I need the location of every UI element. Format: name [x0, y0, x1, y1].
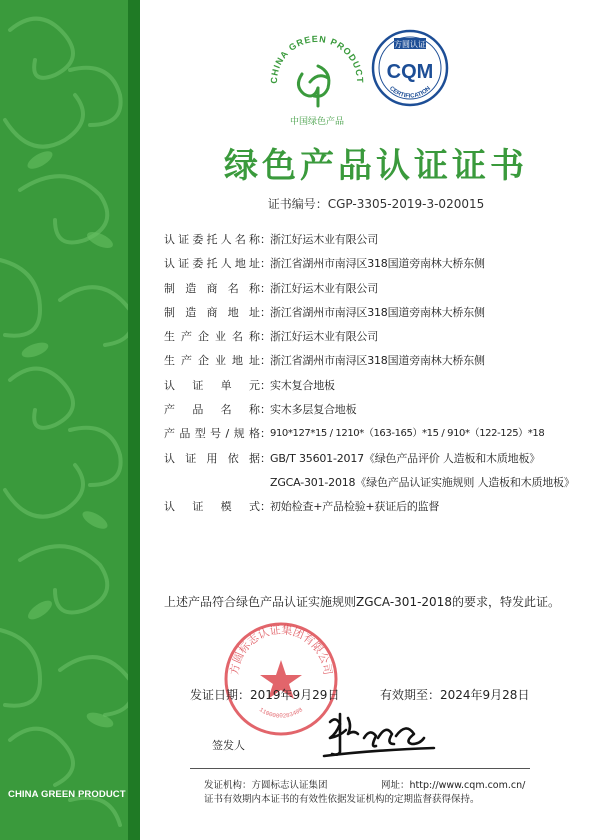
detail-row: 制造商名称 ： 浙江好运木业有限公司 [164, 281, 600, 305]
row-label: 产品型号/规格 [164, 427, 260, 441]
website: 网址：http://www.cqm.com.cn/ [381, 780, 526, 791]
row-label: 制造商地址 [164, 305, 260, 319]
expiry-date: 有效期至：2024年9月28日 [380, 688, 530, 702]
detail-row-continuation [164, 475, 600, 499]
cqm-main-text: CQM [386, 61, 434, 83]
issue-date: 发证日期：2019年9月29日 [190, 688, 340, 702]
signer-label: 签发人 [212, 739, 245, 752]
row-value: 实木多层复合地板 [270, 403, 357, 417]
row-label: 制造商名称 [164, 281, 260, 295]
row-label: 认证模式 [164, 500, 260, 514]
detail-row: 制造商地址 ： 浙江省湖州市南浔区318国道旁南林大桥东侧 [164, 305, 600, 329]
seal-text: 方圆标志认证集团有限公司 [227, 623, 335, 676]
detail-row: 认证委托人地址 ： 浙江省湖州市南浔区318国道旁南林大桥东侧 [164, 256, 600, 280]
green-logo-caption: 中国绿色产品 [289, 117, 345, 127]
row-label: 产品名称 [164, 403, 260, 417]
certificate-number: 证书编号：CGP-3305-2019-3-020015 [267, 197, 485, 211]
row-label: 生产企业地址 [164, 354, 260, 368]
detail-row: 认证单元 ： 实木复合地板 [164, 378, 600, 402]
row-value: 浙江好运木业有限公司 [270, 233, 378, 246]
decorative-green-band [0, 0, 140, 840]
detail-row: 认证用依据 ： GB/T 35601-2017《绿色产品评价 人造板和木质地板》 [164, 451, 600, 475]
handwritten-signature [318, 708, 436, 760]
row-value: 910*127*15 / 1210*（163-165）*15 / 910*（122-125）*18 [270, 428, 545, 440]
detail-row: 生产企业名称 ： 浙江好运木业有限公司 [164, 329, 600, 353]
row-label: 认证单元 [164, 378, 260, 392]
row-label: 生产企业名称 [164, 330, 260, 344]
band-caption: CHINA GREEN PRODUCT [8, 789, 126, 800]
row-value: 浙江省湖州市南浔区318国道旁南林大桥东侧 [270, 257, 485, 271]
row-value: 浙江省湖州市南浔区318国道旁南林大桥东侧 [270, 354, 485, 368]
detail-row: 产品型号/规格 ： 910*127*15 / 1210*（163-165）*15 / 910*（122-125）*18 [164, 426, 600, 450]
row-value: 实木复合地板 [270, 378, 335, 392]
certificate-title: 绿色产品认证证书 [224, 146, 528, 186]
green-logo-arc-text: CHINA GREEN PRODUCT [268, 33, 366, 84]
band-edge-stripe [128, 0, 140, 840]
svg-text:CERTIFICATION [388, 86, 432, 100]
detail-row: 认证模式 ： 初始检查+产品检验+获证后的监督 [164, 499, 600, 523]
detail-row: 产品名称 ： 实木多层复合地板 [164, 402, 600, 426]
row-value: 浙江好运木业有限公司 [270, 281, 378, 295]
detail-row: 认证委托人名称 ： 浙江好运木业有限公司 [164, 232, 600, 256]
row-value: 浙江省湖州市南浔区318国道旁南林大桥东侧 [270, 305, 485, 319]
certification-statement: 上述产品符合绿色产品认证实施规则ZGCA-301-2018的要求，特发此证。 [164, 595, 560, 609]
issuing-body: 发证机构：方圆标志认证集团 [204, 780, 328, 791]
china-green-product-logo [262, 26, 372, 132]
cqm-top-text: 方圆认证 [394, 40, 426, 49]
detail-row: 生产企业地址 ： 浙江省湖州市南浔区318国道旁南林大桥东侧 [164, 353, 600, 377]
row-label: 认证委托人地址 [164, 257, 260, 271]
seal-number: 1100000283408 [257, 706, 305, 720]
cqm-certification-logo [370, 28, 450, 108]
row-label: 认证委托人名称 [164, 233, 260, 246]
certificate-details [164, 232, 600, 524]
row-value: 初始检查+产品检验+获证后的监督 [270, 500, 440, 514]
footer-divider [190, 768, 530, 769]
cqm-arc-text: CERTIFICATION [388, 85, 432, 100]
row-value: GB/T 35601-2017《绿色产品评价 人造板和木质地板》 [270, 451, 541, 465]
svg-text:1100000283408 [258, 706, 305, 720]
validity-note: 证书有效期内本证书的有效性依据发证机构的定期监督获得保持。 [204, 794, 480, 805]
row-value: 浙江好运木业有限公司 [270, 330, 378, 344]
row-value: ZGCA-301-2018《绿色产品认证实施规则 人造板和木质地板》 [270, 475, 575, 489]
row-label: 认证用依据 [164, 451, 260, 465]
